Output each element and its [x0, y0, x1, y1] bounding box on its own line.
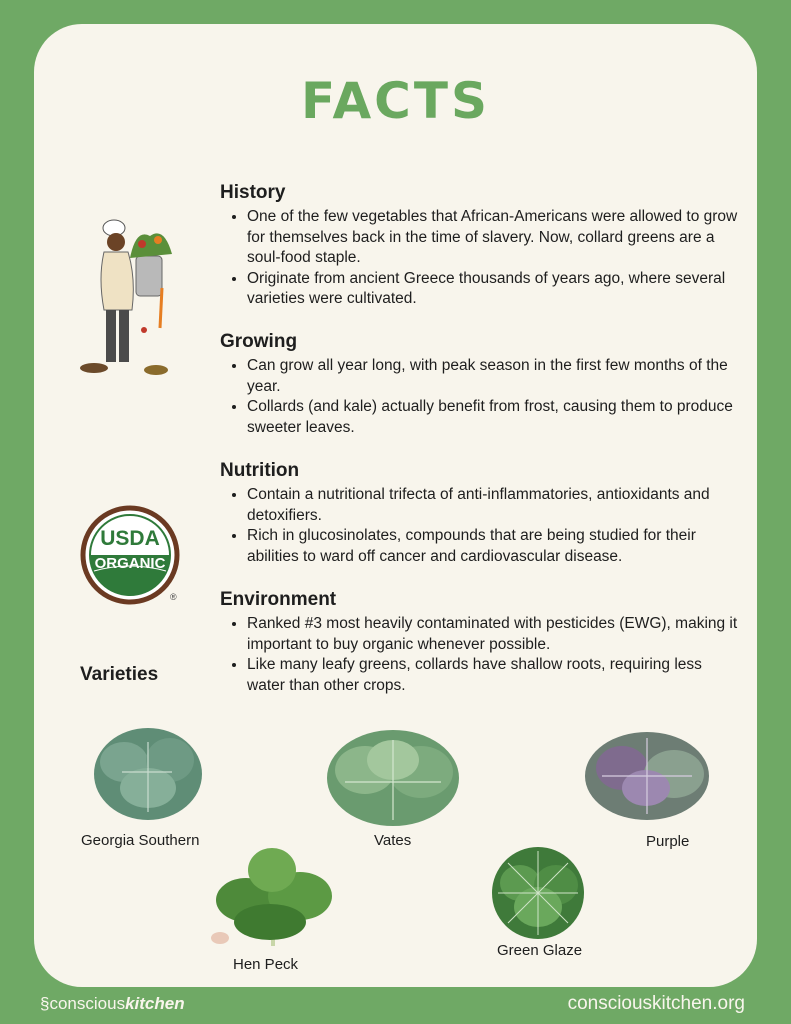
sprout-icon: § [40, 994, 50, 1013]
bullet: • Rich in glucosinolates, compounds that are being studied for their abilities to ward off cancer and cardiovascular disease. [247, 526, 740, 567]
bullet: • Originate from ancient Greece thousands of years ago, where several varieties were cultivated. [247, 269, 740, 310]
conscious-kitchen-logo [40, 994, 185, 1014]
bullet: • Ranked #3 most heavily contaminated with pesticides (EWG), making it important to buy organic whenever possible. [247, 614, 740, 655]
registered-mark: ® [170, 592, 177, 602]
logo-text-b: kitchen [125, 994, 185, 1013]
section-nutrition [220, 459, 740, 567]
section-heading: Nutrition [220, 460, 300, 481]
section-environment [220, 588, 740, 696]
vates-image [325, 722, 461, 830]
variety-label-purple: Purple [646, 833, 690, 850]
bullet: • Like many leafy greens, collards have shallow roots, requiring less water than other crops. [247, 655, 740, 696]
green-glaze-image [490, 845, 586, 941]
bullet: • One of the few vegetables that African-Americans were allowed to grow for themselves back in the time of slavery. Now, collard greens are a soul-food staple. [247, 207, 740, 269]
bullet: • Can grow all year long, with peak season in the first few months of the year. [247, 356, 740, 397]
section-growing [220, 330, 740, 438]
section-history [220, 181, 740, 310]
variety-label-hen-peck: Hen Peck [233, 956, 299, 973]
variety-label-vates: Vates [374, 832, 412, 849]
section-heading: Environment [220, 589, 337, 610]
variety-label-green-glaze: Green Glaze [497, 942, 583, 959]
section-heading: History [220, 182, 286, 203]
purple-image [582, 728, 712, 824]
bullet: • Collards (and kale) actually benefit from frost, causing them to produce sweeter leaves. [247, 397, 740, 438]
logo-text-a: conscious [49, 994, 126, 1013]
usda-label: USDA [100, 527, 160, 550]
footer-url[interactable]: consciouskitchen.org [567, 993, 745, 1014]
bullet: • Contain a nutritional trifecta of anti-inflammatories, antioxidants and detoxifiers. [247, 485, 740, 526]
varieties-heading: Varieties [80, 664, 159, 685]
variety-label-georgia-southern: Georgia Southern [81, 832, 200, 849]
hen-peck-image [210, 842, 336, 948]
georgia-southern-image [92, 722, 204, 822]
chef-illustration [76, 218, 176, 380]
section-heading: Growing [220, 331, 298, 352]
organic-label: ORGANIC [94, 555, 166, 572]
page-title: FACTS [301, 72, 490, 130]
